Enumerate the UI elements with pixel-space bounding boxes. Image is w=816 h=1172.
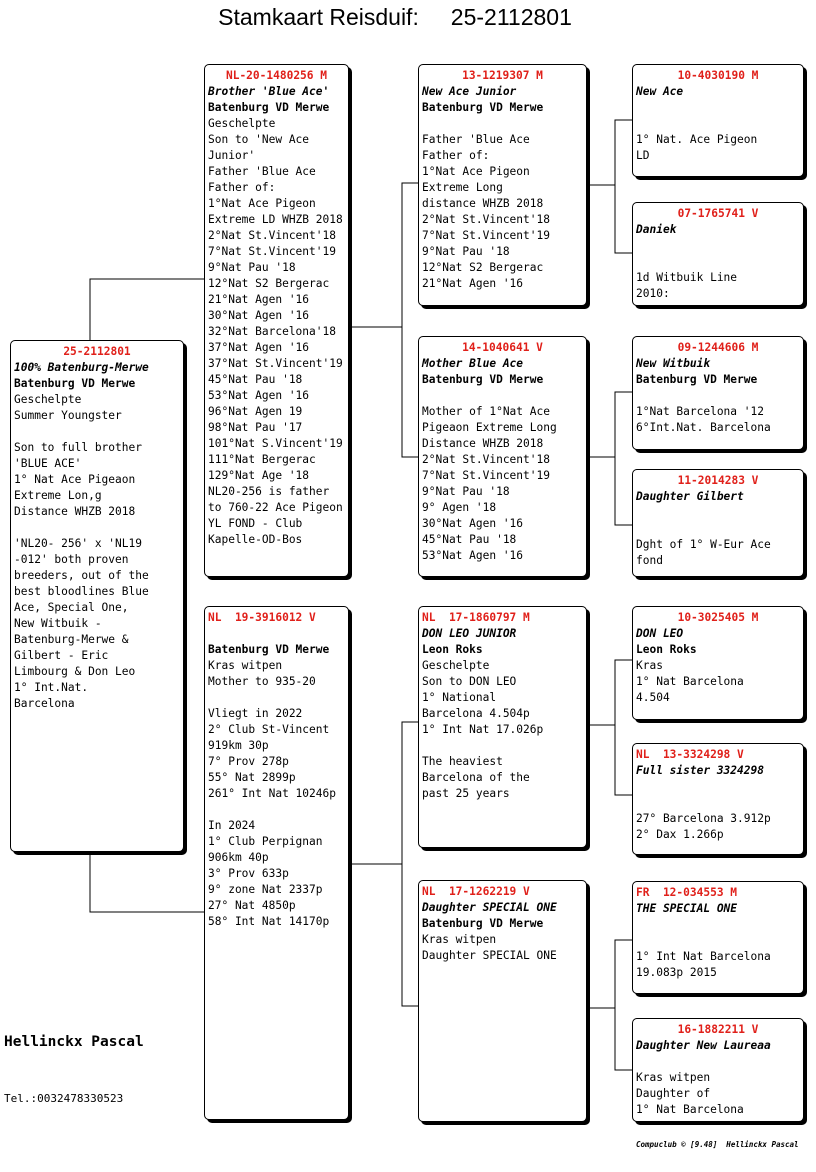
ring-number: 25-2112801 <box>63 345 131 358</box>
info-line: past 25 years <box>422 787 510 800</box>
info-line: Kras <box>636 659 663 672</box>
info-line: In 2024 <box>208 819 256 832</box>
pedigree-box-subject <box>10 340 184 852</box>
owner-telephone: Tel.:0032478330523 <box>4 1092 124 1105</box>
pedigree-box-father-father <box>418 64 587 306</box>
info-line: 1° National <box>422 691 497 704</box>
breeder-name: Leon Roks <box>422 643 483 656</box>
ring-number: 09-1244606 M <box>677 341 759 354</box>
info-line: 906km 40p <box>208 851 269 864</box>
info-line: to 760-22 Ace Pigeon <box>208 501 343 514</box>
info-line: 7°Nat St.Vincent'19 <box>422 229 550 242</box>
pedigree-box-fmm <box>632 469 804 577</box>
pedigree-box-fff <box>632 64 804 177</box>
pedigree-box-fmf <box>632 336 804 450</box>
info-line: Father 'Blue Ace <box>422 133 530 146</box>
pigeon-name: New Ace Junior <box>422 85 517 98</box>
pigeon-name: Brother 'Blue Ace' <box>208 85 330 98</box>
info-line: Kras witpen <box>636 1071 711 1084</box>
info-line <box>636 1054 800 1070</box>
breeder-name: Batenburg VD Merwe <box>422 373 544 386</box>
page-title: Stamkaart Reisduif: 25-2112801 <box>218 4 572 30</box>
info-line: Extreme LD WHZB 2018 <box>208 213 343 226</box>
breeder-name: Batenburg VD Merwe <box>636 373 758 386</box>
info-line: Daughter SPECIAL ONE <box>422 949 557 962</box>
info-line: Distance WHZB 2018 <box>14 505 136 518</box>
pigeon-name: THE SPECIAL ONE <box>636 902 738 915</box>
info-line: Geschelpte <box>14 393 82 406</box>
breeder-name: Batenburg VD Merwe <box>208 643 330 656</box>
info-line: 19.083p 2015 <box>636 966 717 979</box>
info-line: Kras witpen <box>422 933 497 946</box>
breeder-name: Leon Roks <box>636 643 697 656</box>
info-line: Son to DON LEO <box>422 675 517 688</box>
info-line: 96°Nat Agen 19 <box>208 405 303 418</box>
info-line: breeders, out of the <box>14 569 149 582</box>
info-line: 45°Nat Pau '18 <box>208 373 303 386</box>
info-line: Geschelpte <box>422 659 490 672</box>
info-line: 919km 30p <box>208 739 269 752</box>
info-line: 21°Nat Agen '16 <box>208 293 310 306</box>
info-line: Son to full brother <box>14 441 142 454</box>
info-line: 45°Nat Pau '18 <box>422 533 517 546</box>
ring-number: 14-1040641 V <box>462 341 543 354</box>
info-line: 9° Agen '18 <box>422 501 497 514</box>
pigeon-name: Mother Blue Ace <box>422 357 524 370</box>
info-line: 2010: <box>636 287 670 300</box>
info-line <box>422 738 583 754</box>
info-line: Distance WHZB 2018 <box>422 437 544 450</box>
info-line: Pigeaon Extreme Long <box>422 421 557 434</box>
info-line <box>422 388 583 404</box>
pigeon-name: Full sister 3324298 <box>636 764 764 777</box>
owner-name: Hellinckx Pascal <box>4 1034 144 1050</box>
info-line: 53°Nat Agen '16 <box>422 549 524 562</box>
info-line: Gilbert - Eric <box>14 649 109 662</box>
info-line <box>208 690 345 706</box>
info-line <box>636 505 800 521</box>
info-line: fond <box>636 554 663 567</box>
info-line <box>636 779 800 795</box>
info-line: Extreme Lon,g <box>14 489 102 502</box>
info-line: 1° Int Nat Barcelona <box>636 950 771 963</box>
info-line: Extreme Long <box>422 181 503 194</box>
info-line <box>636 238 800 254</box>
info-line: 'BLUE ACE' <box>14 457 82 470</box>
pigeon-name: New Ace <box>636 85 684 98</box>
info-line: 12°Nat S2 Bergerac <box>208 277 330 290</box>
pedigree-box-mmf <box>632 881 804 994</box>
info-line: Mother to 935-20 <box>208 675 316 688</box>
pigeon-name: Daughter New Laureaa <box>636 1039 771 1052</box>
info-line: 'NL20- 256' x 'NL19 <box>14 537 142 550</box>
info-line: Limbourg & Don Leo <box>14 665 136 678</box>
ring-number: 10-4030190 M <box>677 69 759 82</box>
info-line: 1° Nat Barcelona <box>636 675 744 688</box>
pigeon-name: Daniek <box>636 223 677 236</box>
info-line: Mother of 1°Nat Ace <box>422 405 550 418</box>
info-line: best bloodlines Blue <box>14 585 149 598</box>
info-line: The heaviest <box>422 755 503 768</box>
info-line <box>636 933 800 949</box>
info-line: 3° Prov 633p <box>208 867 289 880</box>
info-line: 7°Nat St.Vincent'19 <box>208 245 336 258</box>
pedigree-box-mother <box>204 606 349 1120</box>
info-line: 9°Nat Pau '18 <box>422 245 510 258</box>
ring-number: 13-1219307 M <box>462 69 543 82</box>
info-line <box>636 100 800 116</box>
info-line: Father 'Blue Ace <box>208 165 316 178</box>
info-line: -012' both proven <box>14 553 129 566</box>
info-line: 21°Nat Agen '16 <box>422 277 524 290</box>
breeder-name: Batenburg VD Merwe <box>422 917 544 930</box>
info-line: 261° Int Nat 10246p <box>208 787 336 800</box>
info-line: 1° Club Perpignan <box>208 835 323 848</box>
info-line: Summer Youngster <box>14 409 122 422</box>
ring-number: NL 19-3916012 V <box>208 611 316 624</box>
info-line: distance WHZB 2018 <box>422 197 544 210</box>
info-line: Ace, Special One, <box>14 601 129 614</box>
info-line: Father of: <box>422 149 490 162</box>
pedigree-box-mother-mother <box>418 880 587 1122</box>
ring-number: FR 12-034553 M <box>636 886 738 899</box>
info-line: Batenburg-Merwe & <box>14 633 129 646</box>
info-line <box>208 626 345 642</box>
info-line: 4.504 <box>636 691 670 704</box>
pedigree-box-mother-father <box>418 606 587 848</box>
info-line: 1d Witbuik Line <box>636 271 738 284</box>
info-line: New Witbuik - <box>14 617 102 630</box>
info-line <box>422 116 583 132</box>
ring-number: NL 13-3324298 V <box>636 748 744 761</box>
info-line <box>636 116 800 132</box>
software-footer: Compuclub © [9.48] Hellinckx Pascal <box>636 1140 799 1149</box>
info-line: YL FOND - Club <box>208 517 303 530</box>
info-line: 37°Nat Agen '16 <box>208 341 310 354</box>
info-line: 7°Nat St.Vincent'19 <box>422 469 550 482</box>
info-line: Geschelpte <box>208 117 276 130</box>
info-line <box>636 917 800 933</box>
info-line: 32°Nat Barcelona'18 <box>208 325 336 338</box>
info-line: Junior' <box>208 149 256 162</box>
info-line <box>208 802 345 818</box>
pedigree-box-father-mother <box>418 336 587 577</box>
info-line: Daughter of <box>636 1087 711 1100</box>
pigeon-name: DON LEO JUNIOR <box>422 627 517 640</box>
info-line <box>636 254 800 270</box>
info-line: 55° Nat 2899p <box>208 771 296 784</box>
info-line: 2°Nat St.Vincent'18 <box>208 229 336 242</box>
ring-number: 07-1765741 V <box>677 207 759 220</box>
pigeon-name: New Witbuik <box>636 357 711 370</box>
pigeon-name: Daughter Gilbert <box>636 490 744 503</box>
info-line: 30°Nat Agen '16 <box>422 517 524 530</box>
info-line <box>14 424 180 440</box>
info-line: 58° Int Nat 14170p <box>208 915 330 928</box>
info-line <box>636 521 800 537</box>
info-line: 1° Int.Nat. <box>14 681 89 694</box>
info-line: LD <box>636 149 650 162</box>
info-line: 1° Nat. Ace Pigeon <box>636 133 758 146</box>
pedigree-box-ffm <box>632 202 804 306</box>
info-line: Barcelona 4.504p <box>422 707 530 720</box>
pigeon-name: 100% Batenburg-Merwe <box>14 361 149 374</box>
ring-number: NL 17-1860797 M <box>422 611 530 624</box>
breeder-name: Batenburg VD Merwe <box>14 377 136 390</box>
info-line: 1° Nat Barcelona <box>636 1103 744 1116</box>
info-line: 27° Barcelona 3.912p <box>636 812 771 825</box>
pedigree-box-mfm <box>632 743 804 855</box>
info-line: 2° Dax 1.266p <box>636 828 724 841</box>
info-line: Kras witpen <box>208 659 283 672</box>
info-line: 2° Club St-Vincent <box>208 723 330 736</box>
info-line: 2°Nat St.Vincent'18 <box>422 213 550 226</box>
info-line: 6°Int.Nat. Barcelona <box>636 421 771 434</box>
ring-number: 10-3025405 M <box>677 611 759 624</box>
pedigree-box-father <box>204 64 349 577</box>
info-line: 9°Nat Pau '18 <box>422 485 510 498</box>
info-line: 53°Nat Agen '16 <box>208 389 310 402</box>
info-line: Vliegt in 2022 <box>208 707 303 720</box>
info-line: 1°Nat Ace Pigeon <box>422 165 530 178</box>
info-line: 30°Nat Agen '16 <box>208 309 310 322</box>
info-line: 9° zone Nat 2337p <box>208 883 323 896</box>
ring-number: 16-1882211 V <box>677 1023 759 1036</box>
info-line <box>636 795 800 811</box>
info-line <box>636 388 800 404</box>
info-line: 98°Nat Pau '17 <box>208 421 303 434</box>
info-line: NL20-256 is father <box>208 485 330 498</box>
ring-number: 11-2014283 V <box>677 474 759 487</box>
info-line: Kapelle-OD-Bos <box>208 533 303 546</box>
info-line: Son to 'New Ace <box>208 133 310 146</box>
info-line: 111°Nat Bergerac <box>208 453 316 466</box>
info-line: Barcelona of the <box>422 771 530 784</box>
pedigree-box-mff <box>632 606 804 720</box>
pigeon-name: Daughter SPECIAL ONE <box>422 901 557 914</box>
info-line: Barcelona <box>14 697 75 710</box>
pigeon-name: DON LEO <box>636 627 684 640</box>
info-line: 12°Nat S2 Bergerac <box>422 261 544 274</box>
info-line: 9°Nat Pau '18 <box>208 261 296 274</box>
info-line <box>14 520 180 536</box>
info-line: 7° Prov 278p <box>208 755 289 768</box>
info-line: 2°Nat St.Vincent'18 <box>422 453 550 466</box>
info-line: 1° Nat Ace Pigeaon <box>14 473 136 486</box>
pedigree-box-mmm <box>632 1018 804 1122</box>
info-line: Dght of 1° W-Eur Ace <box>636 538 771 551</box>
ring-number: NL-20-1480256 M <box>225 69 328 82</box>
info-line: 101°Nat S.Vincent'19 <box>208 437 343 450</box>
info-line: 1°Nat Ace Pigeon <box>208 197 316 210</box>
info-line: 1°Nat Barcelona '12 <box>636 405 764 418</box>
breeder-name: Batenburg VD Merwe <box>208 101 330 114</box>
ring-number: NL 17-1262219 V <box>422 885 530 898</box>
info-line: 1° Int Nat 17.026p <box>422 723 544 736</box>
info-line: Father of: <box>208 181 276 194</box>
breeder-name: Batenburg VD Merwe <box>422 101 544 114</box>
info-line: 37°Nat St.Vincent'19 <box>208 357 343 370</box>
info-line: 129°Nat Age '18 <box>208 469 310 482</box>
info-line: 27° Nat 4850p <box>208 899 296 912</box>
